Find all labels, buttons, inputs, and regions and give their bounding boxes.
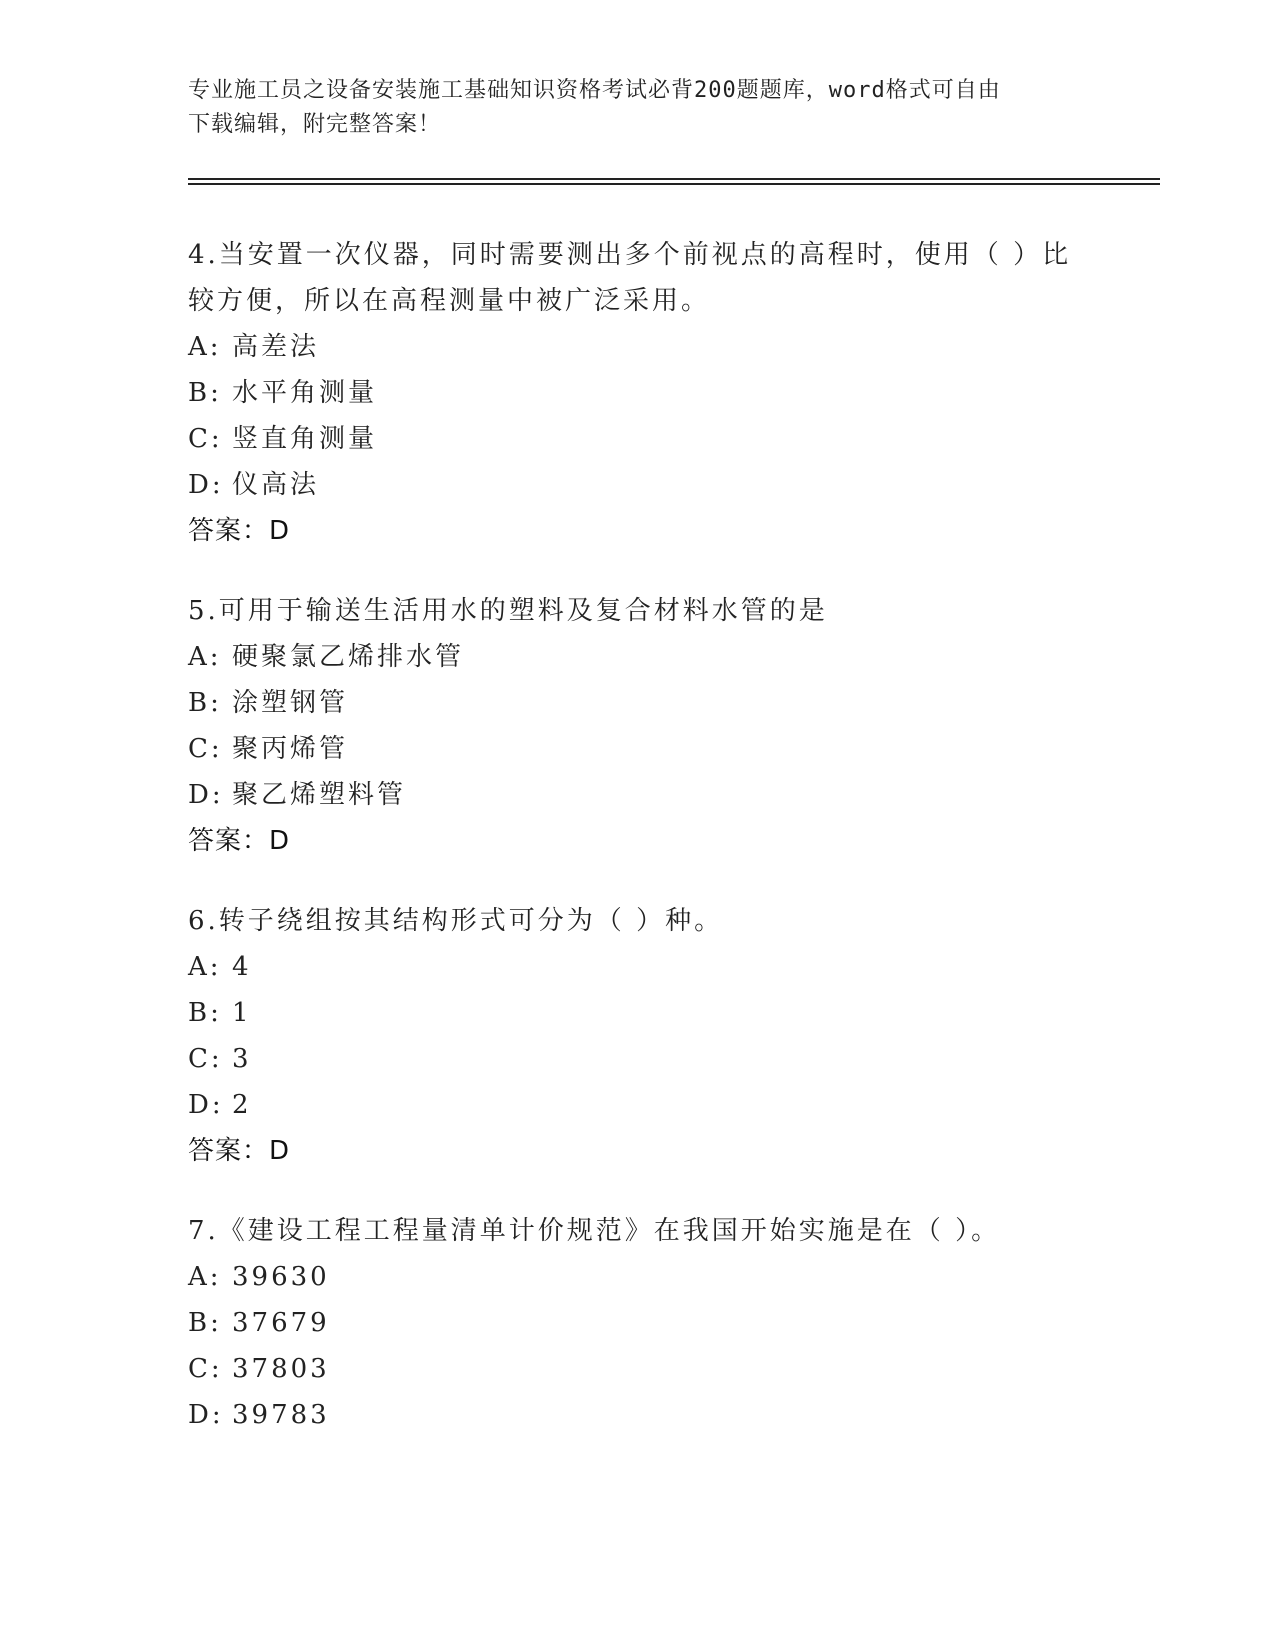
option-key: A: <box>188 952 222 982</box>
option-key: C: <box>188 1044 223 1074</box>
question-4 <box>188 232 1088 554</box>
option-text: 高差法 <box>232 332 320 362</box>
option-text: 4 <box>232 952 252 982</box>
option-key: B: <box>188 378 222 408</box>
option-text: 37803 <box>232 1354 330 1384</box>
question-stem: 6.转子绕组按其结构形式可分为（ ）种。 <box>188 906 724 936</box>
option-d <box>188 462 1088 508</box>
question-list <box>188 232 1088 1472</box>
option-b <box>188 1300 1088 1346</box>
option-text: 硬聚氯乙烯排水管 <box>232 642 465 672</box>
option-a <box>188 324 1088 370</box>
option-a <box>188 944 1088 990</box>
option-c <box>188 416 1088 462</box>
option-text: 聚乙烯塑料管 <box>232 780 407 810</box>
option-c <box>188 726 1088 772</box>
option-text: 39630 <box>232 1262 330 1292</box>
option-key: B: <box>188 1308 222 1338</box>
option-text: 1 <box>232 998 252 1028</box>
question-5 <box>188 588 1088 864</box>
option-d <box>188 1082 1088 1128</box>
option-text: 涂塑钢管 <box>232 688 349 718</box>
answer-line: 答案：D <box>188 1136 291 1166</box>
option-key: D: <box>188 470 224 500</box>
option-key: C: <box>188 424 223 454</box>
option-key: A: <box>188 642 222 672</box>
answer-line: 答案：D <box>188 516 291 546</box>
option-a <box>188 1254 1088 1300</box>
header-divider-top <box>188 178 1160 180</box>
option-key: C: <box>188 734 223 764</box>
option-b <box>188 990 1088 1036</box>
option-d <box>188 772 1088 818</box>
option-text: 水平角测量 <box>232 378 378 408</box>
question-7 <box>188 1208 1088 1438</box>
option-b <box>188 370 1088 416</box>
question-6 <box>188 898 1088 1174</box>
option-key: C: <box>188 1354 223 1384</box>
option-key: B: <box>188 998 222 1028</box>
option-key: D: <box>188 1090 224 1120</box>
question-stem: 4.当安置一次仪器，同时需要测出多个前视点的高程时，使用（ ）比 <box>188 240 1072 270</box>
option-key: A: <box>188 332 222 362</box>
option-text: 仪高法 <box>232 470 320 500</box>
option-d <box>188 1392 1088 1438</box>
question-stem-continued: 较方便，所以在高程测量中被广泛采用。 <box>188 286 711 316</box>
option-a <box>188 634 1088 680</box>
option-text: 2 <box>232 1090 252 1120</box>
header-line-2: 下载编辑，附完整答案！ <box>188 112 442 137</box>
option-key: A: <box>188 1262 222 1292</box>
option-key: D: <box>188 780 224 810</box>
header-line-1: 专业施工员之设备安装施工基础知识资格考试必背200题题库，word格式可自由 <box>188 78 1001 103</box>
option-key: D: <box>188 1400 224 1430</box>
option-text: 3 <box>232 1044 252 1074</box>
option-key: B: <box>188 688 222 718</box>
option-c <box>188 1036 1088 1082</box>
question-stem: 7.《建设工程工程量清单计价规范》在我国开始实施是在（ ）。 <box>188 1216 1001 1246</box>
option-text: 37679 <box>232 1308 330 1338</box>
option-c <box>188 1346 1088 1392</box>
option-b <box>188 680 1088 726</box>
option-text: 竖直角测量 <box>232 424 378 454</box>
option-text: 39783 <box>232 1400 330 1430</box>
document-header <box>188 74 1088 142</box>
question-stem: 5.可用于输送生活用水的塑料及复合材料水管的是 <box>188 596 828 626</box>
header-divider-bottom <box>188 183 1160 185</box>
answer-line: 答案：D <box>188 826 291 856</box>
option-text: 聚丙烯管 <box>232 734 349 764</box>
